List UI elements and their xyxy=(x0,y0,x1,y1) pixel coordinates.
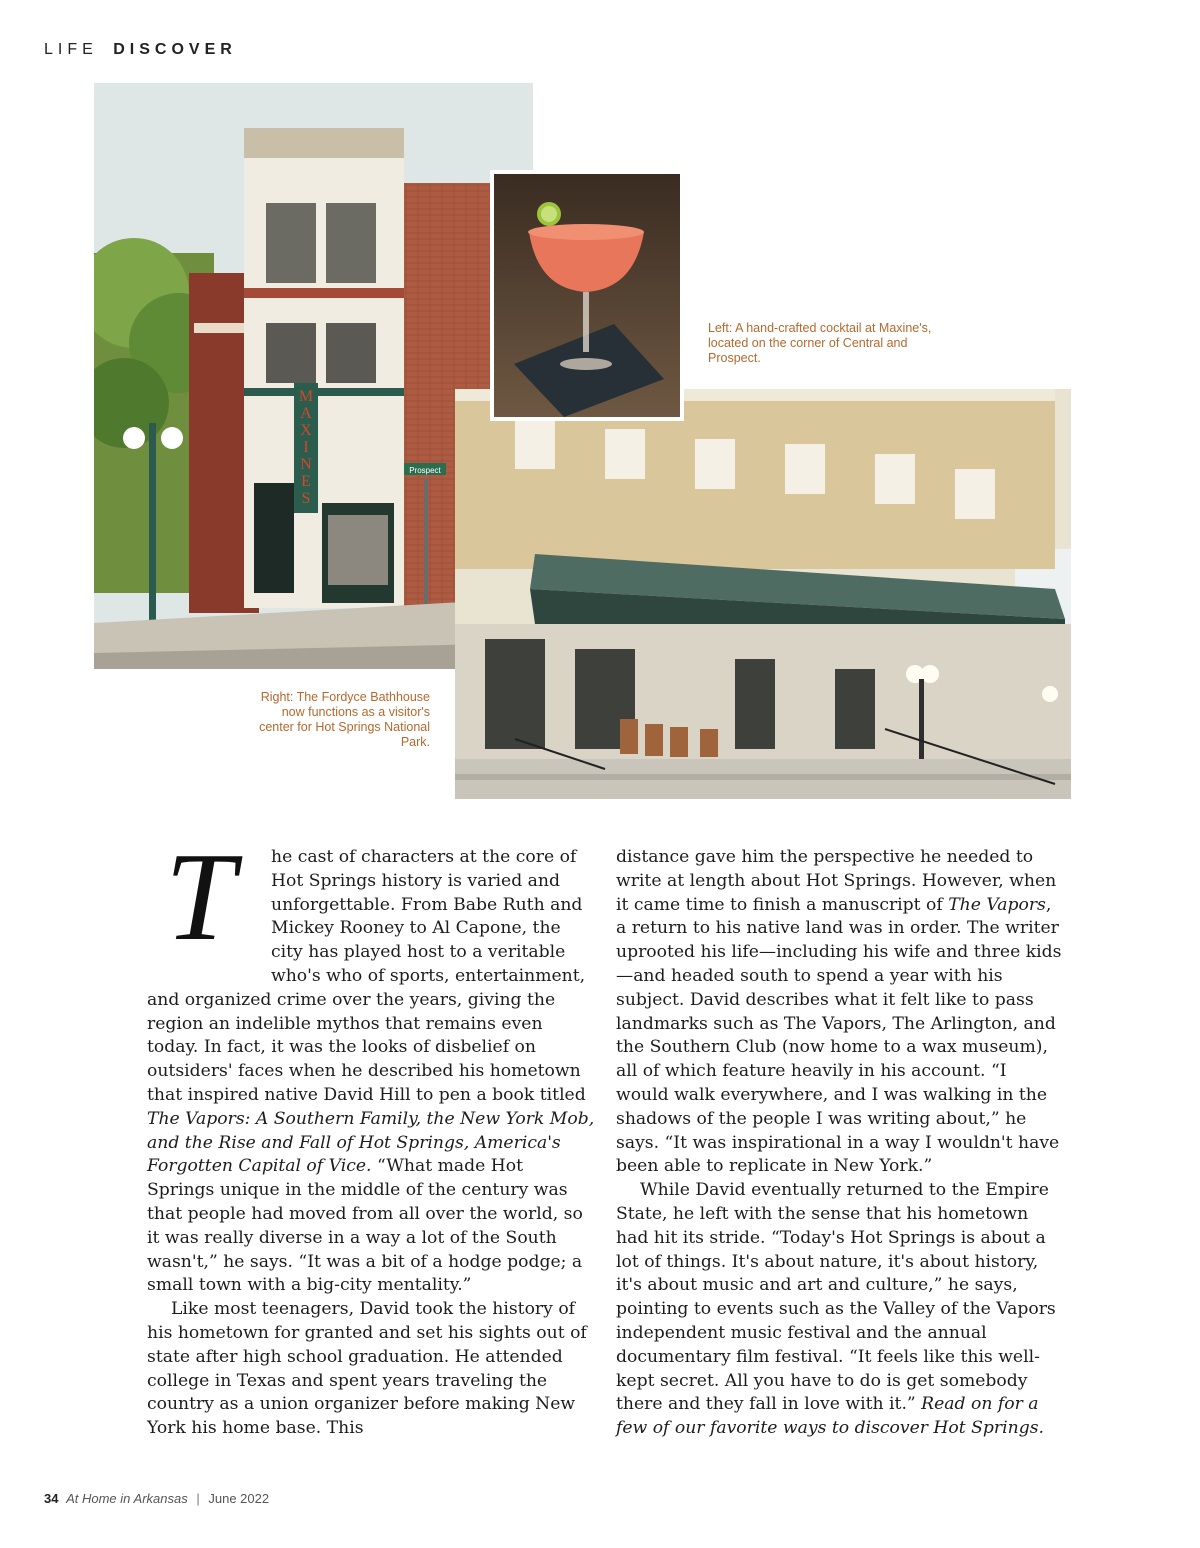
cocktail-photo xyxy=(490,170,684,421)
page-footer xyxy=(44,1491,269,1506)
paragraph-text: While David eventually returned to the Empire State, he left with the sense that his hometown had hit its stride. “Today's Hot Springs is about a lot of things. It's about nature, it's about history, it's about music and art and culture,” he says, pointing to events such as the Valley of the Vapors independent music festival and the annual documentary film festival. “It feels like this well-kept secret. All you have to do is get somebody there and they fall in love with it.” xyxy=(616,1180,1056,1415)
paragraph-text: distance gave him the perspective he needed to write at length about Hot Springs. However, when it came time to finish a manuscript of xyxy=(616,847,1057,915)
closing-italic: Read on for a few of our favorite ways to discover Hot Springs. xyxy=(616,1394,1044,1439)
cocktail-illustration xyxy=(494,174,680,417)
paragraph-text: “What made Hot Springs unique in the middle of the century was that people had moved from all over the world, so it was really diverse in a way a lot of the South wasn't,” he says. “It was a bit of a hodge podge; a small town with a big-city mentality.” xyxy=(147,1156,583,1296)
section-label xyxy=(44,41,237,59)
prospect-sign: Prospect xyxy=(409,466,441,475)
book-title: The Vapors xyxy=(948,894,1046,915)
section-name: LIFE xyxy=(44,41,98,58)
maxines-sign: M A X I N E S xyxy=(298,388,314,507)
subsection-name: DISCOVER xyxy=(113,41,237,58)
article-paragraph xyxy=(147,828,595,1298)
caption-bathhouse: Right: The Fordyce Bathhouse now functions as a visitor's center for Hot Springs National Park. xyxy=(259,690,430,749)
article-column-right xyxy=(616,846,1064,1441)
fordyce-bathhouse-illustration xyxy=(455,389,1071,799)
paragraph-text: , a return to his native land was in order. The writer uprooted his life—including his wife and three kids—and headed south to spend a year with his subject. David describes what it felt like to pass landmarks such as The Vapors, The Arlington, and the Southern Club (now home to a wax museum), all of which feature heavily in his account. “I would walk everywhere, and I was walking in the shadows of the people I was writing about,” he says. “It was inspirational in a way I wouldn't have been able to replicate in New York.” xyxy=(616,894,1062,1177)
article-paragraph: Like most teenagers, David took the history of his hometown for granted and set his sights out of state after high school graduation. He attended college in Texas and spent years traveling the country as a union organizer before making New York his home base. This xyxy=(147,1299,587,1439)
paragraph-text: he cast of characters at the core of Hot Springs history is varied and unforgettable. From Babe Ruth and Mickey Rooney to Al Capone, the city has played host to a veritable who's who of sports, entertainment, and organized crime over the years, giving the region an indelible mythos that remains even today. In fact, it was the looks of disbelief on outsiders' faces when he described his hometown that inspired native David Hill to pen a book titled xyxy=(147,847,586,1105)
magazine-name: At Home in Arkansas xyxy=(66,1491,188,1506)
fordyce-bathhouse-photo xyxy=(455,389,1071,799)
issue-date: June 2022 xyxy=(208,1491,270,1506)
page-number: 34 xyxy=(44,1491,59,1506)
caption-cocktail: Left: A hand-crafted cocktail at Maxine's, located on the corner of Central and Prospect. xyxy=(708,321,932,365)
article-paragraph xyxy=(616,846,1064,1179)
drop-cap: T xyxy=(164,828,236,967)
footer-separator: | xyxy=(196,1491,200,1506)
article-paragraph xyxy=(616,1179,1064,1441)
book-title: The Vapors: A Southern Family, the New York Mob, and the Rise and Fall of Hot Springs, America's Forgotten Capital of Vice. xyxy=(147,1108,595,1177)
article-column-left xyxy=(147,828,595,1441)
